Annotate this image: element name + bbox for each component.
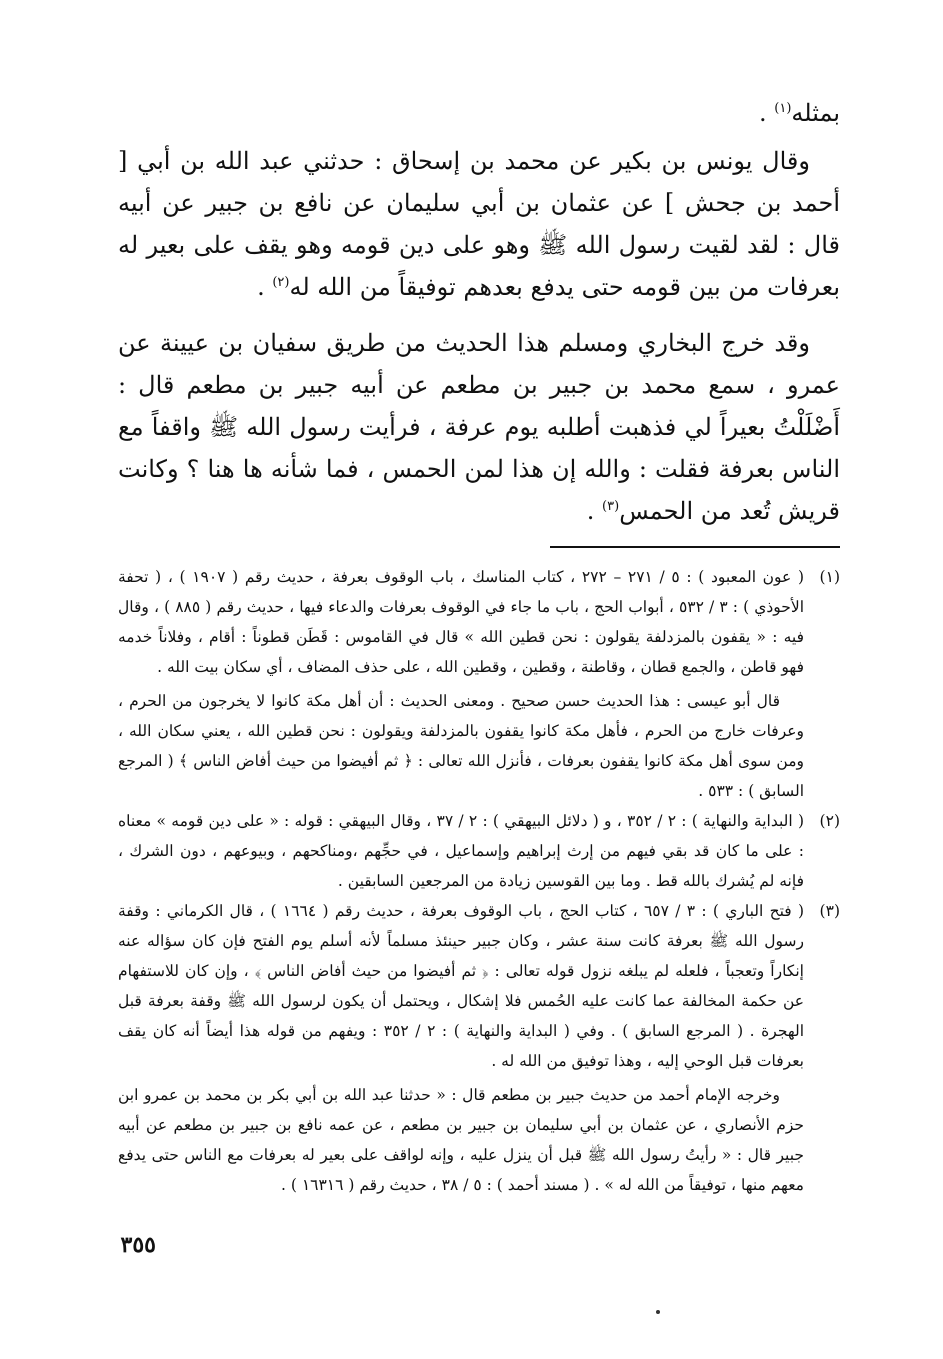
page-content (118, 92, 840, 1200)
footnote-ref-1[interactable]: (١) (774, 101, 792, 116)
footnote-paragraph: وخرجه الإمام أحمد من حديث جبير بن مطعم قال : « حدثنا عبد الله بن أبي بكر بن محمد بن عمرو ابن حزم الأنصاري ، عن عثمان بن أبي سليمان بن جبير بن مطعم ، عن عمه نافع بن جبير بن مطعم عن أبيه جبير قال : « رأيتُ رسول الله ﷺ قبل أن ينزل عليه ، وإنه لواقف على بعير له بعرفات مع الناس حتى يدفع معهم منها ، توفيقاً من الله له » . ( مسند أحمد ) : ٥ / ٣٨ ، حديث رقم ( ١٦٣١٦ ) . (118, 1086, 804, 1194)
main-paragraph-2 (118, 322, 840, 532)
footnote-1 (118, 562, 840, 806)
footnote-divider (550, 546, 840, 548)
footnote-body (118, 896, 804, 1200)
main-text-0: بمثله (791, 99, 840, 127)
footnotes (118, 562, 840, 1200)
footnote-number: (٣) (819, 902, 840, 920)
footnote-paragraph: ( عون المعبود ) : ٥ / ٢٧١ – ٢٧٢ ، كتاب المناسك ، باب الوقوف بعرفة ، حديث رقم ( ١٩٠٧ ) ، ( تحفة الأحوذي ) : ٣ / ٥٣٢ ، أبواب الحج ، باب ما جاء في الوقوف بعرفات والدعاء فيها ، حديث رقم ( ٨٨٥ ) ، وقال فيه : « يقفون بالمزدلفة يقولون : نحن قطين الله » قال في القاموس : قَطَن قطوناً : أقام ، وفلاناً خدمه فهو قاطن ، والجمع قطان ، وقاطنة ، وقطين ، وقطين الله ، على حذف المضاف ، أي سكان بيت الله . (118, 568, 804, 676)
page-number: ٣٥٥ (120, 1232, 156, 1258)
main-text-1: وقال يونس بن بكير عن محمد بن إسحاق : حدثني عبد الله بن أبي [ أحمد بن جحش ] عن عثمان بن أبي سليمان عن نافع بن جبير عن أبيه قال : لقد لقيت رسول الله ﷺ وهو على دين قومه وهو يقف على بعير له بعرفات من بين قومه حتى يدفع بعدهم توفيقاً من الله له (118, 147, 840, 301)
main-text (118, 92, 840, 532)
footnote-ref-2[interactable]: (٢) (272, 275, 290, 290)
main-text-1-end: . (257, 273, 273, 301)
footnote-number: (١) (819, 568, 840, 586)
scan-speck (656, 1310, 660, 1314)
footnote-body (118, 806, 804, 896)
footnote-body (118, 562, 804, 806)
main-paragraph-0 (118, 92, 840, 134)
footnote-number: (٢) (819, 812, 840, 830)
main-paragraph-1 (118, 140, 840, 308)
footnote-3 (118, 896, 840, 1200)
main-text-0-end: . (758, 99, 775, 127)
footnote-paragraph: ( فتح الباري ) : ٣ / ٦٥٧ ، كتاب الحج ، باب الوقوف بعرفة ، حديث رقم ( ١٦٦٤ ) ، قال الكرماني : وقفة رسول الله ﷺ بعرفة كانت سنة عشر ، وكان جبير حينئذ مسلماً لأنه أسلم يوم الفتح فإن كان سؤاله عنه إنكاراً وتعجباً ، فلعله لم يبلغه نزول قوله تعالى : ﴿ ثم أفيضوا من حيث أفاض الناس ﴾ ، وإن كان للاستفهام عن حكمة المخالفة عما كانت عليه الحُمس فلا إشكال ، ويحتمل أن يكون لرسول الله ﷺ وقفة بعرفة قبل الهجرة . ( المرجع السابق ) . وفي ( البداية والنهاية ) : ٢ / ٣٥٢ : ويفهم من قوله هذا أيضاً أنه كان يقف بعرفات قبل الوحي إليه ، وهذا توفيق من الله له . (118, 902, 805, 1070)
footnote-2 (118, 806, 840, 896)
main-text-2: وقد خرج البخاري ومسلم هذا الحديث من طريق سفيان بن عيينة عن عمرو ، سمع محمد بن جبير بن مطعم عن أبيه جبير بن مطعم قال : أَضْلَلْتُ بعيراً لي فذهبت أطلبه يوم عرفة ، فرأيت رسول الله ﷺ واقفاً مع الناس بعرفة فقلت : والله إن هذا لمن الحمس ، فما شأنه ها هنا ؟ وكانت قريش تُعد من الحمس (118, 329, 840, 525)
footnote-paragraph: قال أبو عيسى : هذا الحديث حسن صحيح . ومعنى الحديث : أن أهل مكة كانوا لا يخرجون من الحرم ، وعرفات خارج من الحرم ، فأهل مكة كانوا يقفون بالمزدلفة ويقولون : نحن قطين الله ، يعني سكان الله ، ومن سوى أهل مكة كانوا يقفون بعرفات ، فأنزل الله تعالى : ﴿ ثم أفيضوا من حيث أفاض الناس ﴾ ( المرجع السابق ) : ٥٣٣ . (118, 692, 804, 800)
footnote-ref-3[interactable]: (٣) (602, 499, 620, 514)
footnote-paragraph: ( البداية والنهاية ) : ٢ / ٣٥٢ ، و ( دلائل البيهقي ) : ٢ / ٣٧ ، وقال البيهقي : قوله : « على دين قومه » معناه : على ما كان قد بقي فيهم من إرث إبراهيم وإسماعيل ، في حجِّهم ،ومناكحهم ، وبيوعهم ، دون الشرك ، فإنه لم يُشرك بالله قط . وما بين القوسين زيادة من المرجعين السابقين . (118, 812, 804, 890)
main-text-2-end: . (586, 497, 603, 525)
